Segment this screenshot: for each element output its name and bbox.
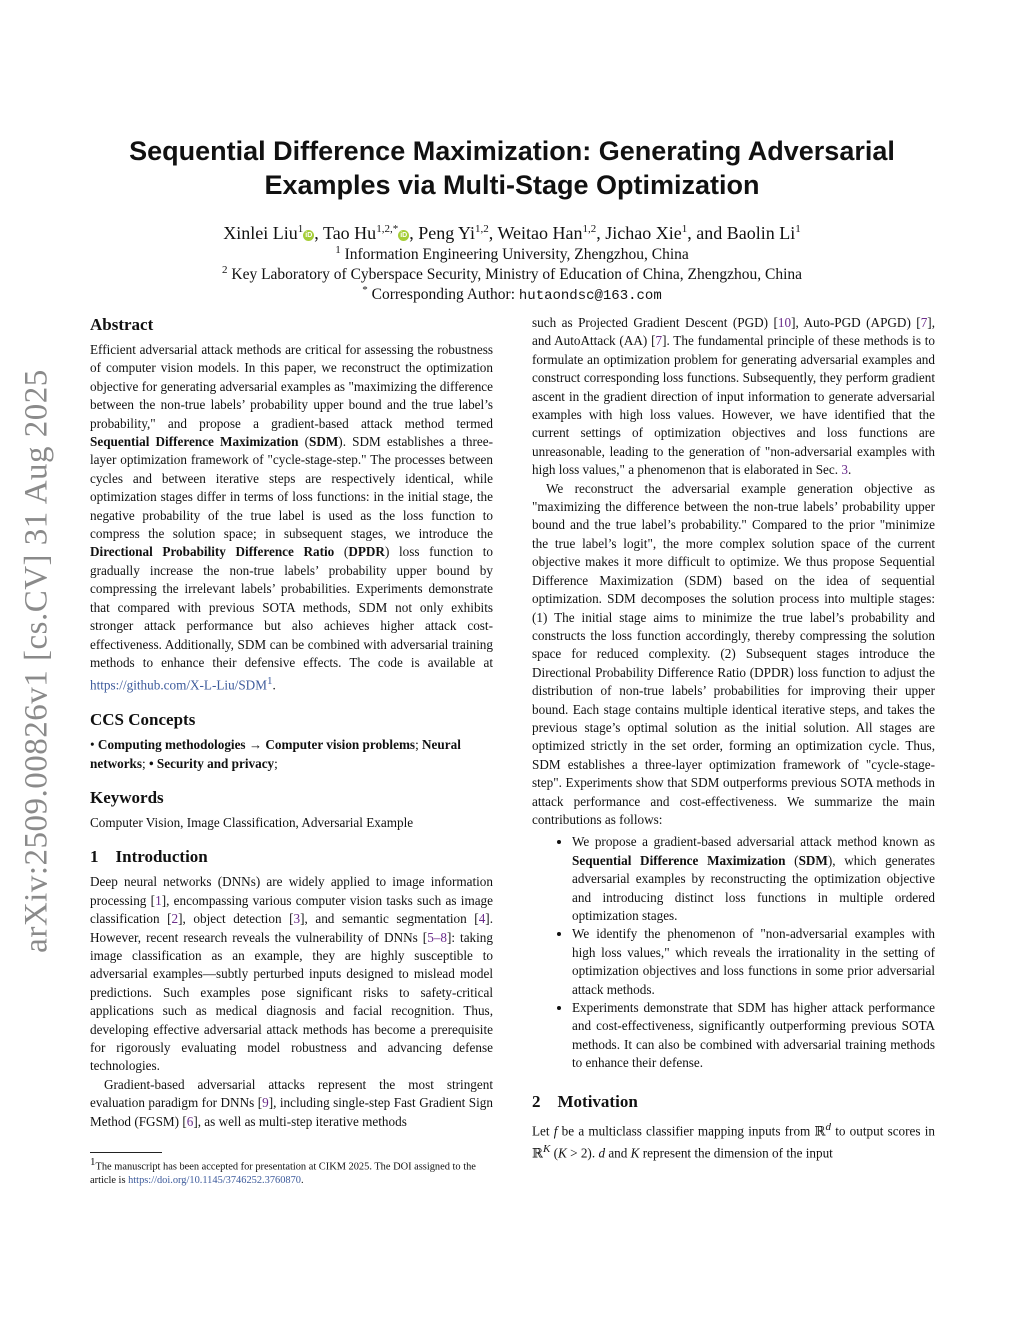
- author-1: Xinlei Liu: [223, 223, 298, 243]
- orcid-icon[interactable]: iD: [400, 232, 408, 239]
- right-column: [532, 314, 935, 1163]
- author-4: Weitao Han: [497, 223, 583, 243]
- orcid-icon[interactable]: iD: [305, 232, 313, 239]
- corresponding-email[interactable]: hutaondsc@163.com: [518, 288, 662, 305]
- left-column: [90, 314, 493, 1131]
- author-2: Tao Hu: [322, 223, 377, 243]
- introduction-heading: 1 Introduction: [90, 847, 208, 867]
- title-line-2: Examples via Multi-Stage Optimization: [264, 170, 760, 200]
- affiliation-2: $^2$ Key Laboratory of Cyberspace Security, Ministry of Education of China, Zhengzhou, China: [222, 264, 802, 284]
- author-5: Jichao Xie: [605, 223, 682, 243]
- author-3: Peng Yi: [418, 223, 476, 243]
- keywords-text: Computer Vision, Image Classification, Adversarial Example: [90, 814, 414, 830]
- motivation-heading: 2 Motivation: [532, 1091, 638, 1111]
- ccs-heading: CCS Concepts: [90, 710, 196, 730]
- intro-paragraph-1: Deep neural networks (DNNs) are widely applied to image information processing [1], encompassing various computer vision tasks such as image classification [2], object detection [3], and semantic segmentation [4]. However, recent research reveals the vulnerability of DNNs [5–8]: taking image classification as an example, they are highly susceptible to adversarial examples—subtly perturbed inputs designed to mislead model predictions. Such examples pose significant risks to safety-critical applications such as medical diagnosis and facial recognition. Thus, developing effective adversarial attack methods has become a prerequisite for rigorously evaluating model robustness and advancing defense technologies.: [90, 874, 494, 1074]
- author-list: Xinlei Liu$^1$iD , Tao $Hu^{1,2,*}iD$ , Peng Yi$^{1,2}$, Weitao Han$^{1,2}$, Jichao Xie$^1$, and Baolin Li$^1$: [223, 223, 801, 243]
- paper-title: [90, 134, 934, 202]
- doi-link[interactable]: https://doi.org/10.1145/3746252.3760870: [128, 1174, 301, 1186]
- motivation-paragraph: Let f be a multiclass classifier mapping inputs from ℝ$^d$ to output scores in ℝ$^K$ (K > 2). d and K represent the dimension of the input: [532, 1120, 935, 1161]
- abstract-heading: Abstract: [90, 315, 154, 334]
- corresponding-author: * Corresponding Author: hutaondsc@163.com: [362, 284, 662, 305]
- ccs-concepts: • Computing methodologies → Computer vision problems; Neural networks; • Security and privacy;: [90, 737, 461, 771]
- footnote-rule: [90, 1152, 162, 1153]
- intro-paragraph-3: such as Projected Gradient Descent (PGD) [10], Auto-PGD (APGD) [7], and AutoAttack (AA) [7]. The fundamental principle of these methods is to formulate an optimization problem for generating adversarial examples and construct corresponding loss functions. Subsequently, they perform gradient ascent in the gradient direction of input information to generate adversarial examples with high loss values. However, we have identified that the current settings of optimization objectives and loss functions are unreasonable, leading to the generation of "non-adversarial examples with high loss values," a phenomenon that is elaborated in Sec. 3.: [532, 315, 936, 478]
- author-6: Baolin Li: [726, 223, 796, 243]
- title-line-1: Sequential Difference Maximization: Generating Adversarial: [129, 136, 895, 166]
- footnote: $^1$The manuscript has been accepted for presentation at CIKM 2025. The DOI assigned to the article is https://doi.org/10.1145/3746252.3760870.: [90, 1156, 476, 1186]
- contribution-item: • Experiments demonstrate that SDM has higher attack performance and cost-effectiveness, significantly outperforming previous SOTA methods. It can also be combined with adversarial training methods to enhance their defense.: [572, 999, 935, 1073]
- intro-paragraph-4: We reconstruct the adversarial example generation objective as "maximizing the difference between the non-true labels’ probability upper bound and the true label’s probability." Compared to the prior "minimize the true label’s logit", the more complex solution space of the current objective makes it more difficult to optimize. We thus propose Sequential Difference Maximization (SDM) based on the idea of sequential optimization. SDM decomposes the solution process into multiple stages: (1) The initial stage aims to minimize the true label’s probability and constructs the loss function accordingly, thereby compressing the solution space for reduced complexity. (2) Subsequent stages introduce the Directional Probability Difference Ratio (DPDR) loss function to adjust the distribution of non-true labels’ probabilities for improving their upper bound. Each stage contains multiple identical iterative steps, and takes the previous stage’s optimal solution as the initial solution. All stages are optimized strictly in the set order, forming an optimization cycle. Thus, SDM establishes a three-layer optimization framework of "cycle-stage-step". Experiments show that SDM outperforms previous SOTA methods in attack performance and cost-effectiveness. We summarize the main contributions as follows:: [532, 480, 935, 827]
- arxiv-id: arXiv:2509.00826v1 [cs.CV] 31 Aug 2025: [18, 369, 55, 953]
- code-link[interactable]: https://github.com/X-L-Liu/SDM: [90, 677, 267, 693]
- affiliation-1: $^1$ Information Engineering University, Zhengzhou, China: [335, 244, 689, 264]
- keywords-heading: Keywords: [90, 787, 164, 807]
- contribution-item: • We identify the phenomenon of "non-adversarial examples with high loss values," which reveals the irrationality in the setting of optimization objectives and loss functions in some prior adversarial attack methods.: [572, 925, 935, 999]
- abstract-text: Efficient adversarial attack methods are critical for assessing the robustness of computer vision models. In this paper, we reconstruct the optimization objective for generating adversarial examples as "maximizing the difference between the non-true labels’ probability upper bound and the true label’s probability," and propose a gradient-based attack method termed Sequential Difference Maximization (SDM). SDM establishes a three-layer optimization framework of "cycle-stage-step." The processes between cycles and between iterative steps are respectively identical, while optimization stages differ in terms of loss functions: in the initial stage, the negative probability of the true label is used as the loss function to compress the solution space; in subsequent stages, we introduce the Directional Probability Difference Ratio (DPDR) loss function to gradually increase the non-true labels’ probability upper bound by compressing the irrelevant labels’ probabilities. Experiments demonstrate that compared with previous SOTA methods, SDM not only exhibits stronger attack performance but also achieves higher attack cost-effectiveness. Additionally, SDM can be combined with adversarial training methods to enhance their defensive effects. The code is available at https://github.com/X-L-Liu/SDM$^1$.: [90, 342, 493, 693]
- contribution-item: • We propose a gradient-based adversarial attack method known as Sequential Difference Maximization (SDM), which generates adversarial examples by reconstructing the optimization objective and introducing distinct loss functions in multiple ordered optimization stages.: [572, 833, 935, 925]
- contributions-list: [532, 833, 935, 1072]
- arxiv-sidebar-stamp: [12, 366, 62, 956]
- intro-paragraph-2: Gradient-based adversarial attacks represent the most stringent evaluation paradigm for DNNs [9], including single-step Fast Gradient Sign Method (FGSM) [6], as well as multi-step iterative methods: [90, 1076, 493, 1129]
